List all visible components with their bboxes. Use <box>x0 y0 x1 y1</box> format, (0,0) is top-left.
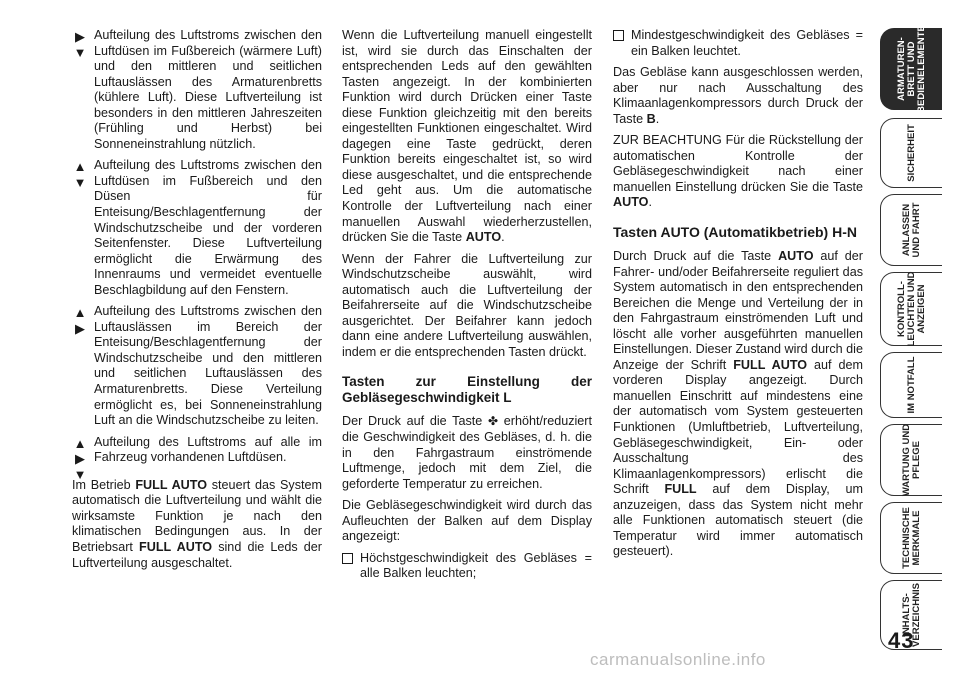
tab-sicherheit[interactable]: SICHERHEIT <box>880 118 942 188</box>
arrow-up-down-icon: ▲ ▼ <box>73 159 87 190</box>
airflow-option-3-text: Aufteilung des Luftstroms zwischen den Luftauslässen im Bereich der Enteisung/Beschlagentfernung der Windschutzscheibe und den mittleren und seitlichen Luftauslässen des Armaturenbretts. Diese Verteilung ermöglicht es, bei Sonneneinstrahlung Luft an die Windschutzscheibe zu leiten. <box>94 304 322 428</box>
tab-inhaltsverzeichnis[interactable]: INHALTS- VERZEICHNIS <box>880 580 942 650</box>
list-item: Höchstgeschwindigkeit des Gebläses = alle Balken leuchten; <box>342 551 592 582</box>
tab-anlassen[interactable]: ANLASSEN UND FAHRT <box>880 194 942 266</box>
airflow-option-2-text: Aufteilung des Luftstroms zwischen den Luftdüsen im Fußbereich und den Düsen für Enteisung/Beschlagentfernung der Windschutzscheibe und der vorderen Seitenfenster. Diese Luftverteilung ermöglicht die Erwärmung des Innenraums und vermeidet eventuelle Beschlagbildung auf den Fenstern. <box>94 158 322 297</box>
airflow-option-1-text: Aufteilung des Luftstroms zwischen den Luftdüsen im Fußbereich (wärmere Luft) und den mittleren und seitlichen Luftauslässen des Armaturenbretts (kühlere Luft). Diese Luftverteilung ist besonders in den mittleren Jahreszeiten (Frühling und Herbst) bei Sonneneinstrahlung nützlich. <box>94 28 322 151</box>
arrow-up-right-down-icon: ▲ ▶ ▼ <box>73 435 87 482</box>
airflow-option-3 <box>72 304 322 428</box>
auto-keys-heading: Tasten AUTO (Automatikbetrieb) H-N <box>613 224 857 241</box>
text-column-3 <box>613 28 863 566</box>
fan-speed-paragraph: Der Druck auf die Taste ✤ erhöht/reduziert die Geschwindigkeit des Gebläses, d. h. die in den Fahrgastraum einströmende Luftmenge, jedoch mit dem Ziel, die geforderte Temperatur zu erreichen. <box>342 414 592 491</box>
tab-im-notfall[interactable]: IM NOTFALL <box>880 352 942 418</box>
text-column-2 <box>342 28 592 588</box>
airflow-option-4-text: Aufteilung des Luftstroms auf alle im Fahrzeug vorhandenen Luftdüsen. <box>94 434 322 465</box>
fan-icon: ✤ <box>488 414 499 429</box>
arrow-up-right-icon: ▲ ▶ <box>73 305 87 336</box>
watermark: carmanualsonline.info <box>590 650 766 669</box>
text-column-1 <box>72 28 322 577</box>
windshield-paragraph: Wenn der Fahrer die Luftverteilung zur Windschutzscheibe auswählt, wird automatisch auch die Luftverteilung der Beifahrerseite auf die Windschutzscheibe ausgerichtet. Der Beifahrer kann jedoch dann eine andere Luftverteilung auswählen, indem er die entsprechenden Tasten drückt. <box>342 251 592 359</box>
fan-display-paragraph: Die Gebläsegeschwindigkeit wird durch das Aufleuchten der Balken auf dem Display angezeigt: <box>342 498 592 544</box>
tab-technische-merkmale[interactable]: TECHNISCHE MERKMALE <box>880 502 942 574</box>
arrow-right-down-icon: ▶ ▼ <box>73 29 87 60</box>
airflow-option-4 <box>72 434 322 482</box>
list-item: Mindestgeschwindigkeit des Gebläses = ein Balken leuchtet. <box>613 28 863 59</box>
checkbox-icon <box>342 553 353 564</box>
airflow-option-2 <box>72 158 322 298</box>
airflow-option-1 <box>72 28 322 152</box>
note-paragraph: ZUR BEACHTUNG Für die Rückstellung der automatischen Kontrolle der Gebläsegeschwindigkeit nach einer manuellen Einstellung drücken Sie die Taste AUTO. <box>613 133 863 210</box>
page-number: 43 <box>888 628 915 653</box>
full-auto-paragraph: Im Betrieb FULL AUTO steuert das System automatisch die Luftverteilung und wählt die wirksamste Funktion je nach den klimatischen Bedingungen aus. In der Betriebsart FULL AUTO sind die Leds der Luftverteilung ausgeschaltet. <box>72 477 323 570</box>
fan-speed-heading: Tasten zur Einstellung der Gebläsegeschwindigkeit L <box>342 374 592 406</box>
tab-kontrollleuchten[interactable]: KONTROLL- LEUCHTEN UND ANZEIGEN <box>880 272 942 346</box>
fan-off-paragraph: Das Gebläse kann ausgeschlossen werden, aber nur nach Ausschaltung des Klimaanlagenkompressors durch Druck der Taste B. <box>613 65 863 126</box>
checkbox-icon <box>613 30 624 41</box>
manual-distribution-paragraph: Wenn die Luftverteilung manuell eingestellt ist, wird sie durch das Einschalten der entsprechenden Leds auf den gewählten Tasten angezeigt. In der kombinierten Funktion wird durch Drücken einer Taste diese Funktion gleichzeitig mit den bereits eingestellten Funktionen eingeschaltet. Wird dagegen eine Taste gedrückt, deren Funktion bereits eingeschaltet ist, so wird diese ausgeschaltet, und die entsprechende Led geht aus. Um die automatische Kontrolle der Luftverteilung nach einer manuellen Auswahl wiederherzustellen, drücken Sie die Taste AUTO. <box>342 28 592 245</box>
auto-keys-paragraph: Durch Druck auf die Taste AUTO auf der Fahrer- und/oder Beifahrerseite reguliert das System automatisch in den entsprechenden Bereichen die Menge und Verteilung der in den Fahrgastraum einströmenden Luft und löscht alle vorher ausgeführten manuellen Einstellungen. Dieser Zustand wird durch die Anzeige der Schrift FULL AUTO auf dem vorderen Display angezeigt. Durch manuellen Einschritt auf mindestens eine der automatisch vom System gesteuerten Funktionen (Umluftbetrieb, Luftverteilung, Gebläsegeschwindigkeit, Ein- oder Ausschaltung des Klimaanlagenkompressors) erlischt die Schrift FULL auf dem Display, um anzuzeigen, dass das System nicht mehr alle Funktionen automatisch steuert (die Temperatur wird immer automatisch gesteuert). <box>613 249 863 559</box>
tab-armaturenbrett[interactable]: ARMATUREN- BRETT UND BEDIENELEMENTE <box>880 28 942 110</box>
tab-wartung[interactable]: WARTUNG UND PFLEGE <box>880 424 942 496</box>
